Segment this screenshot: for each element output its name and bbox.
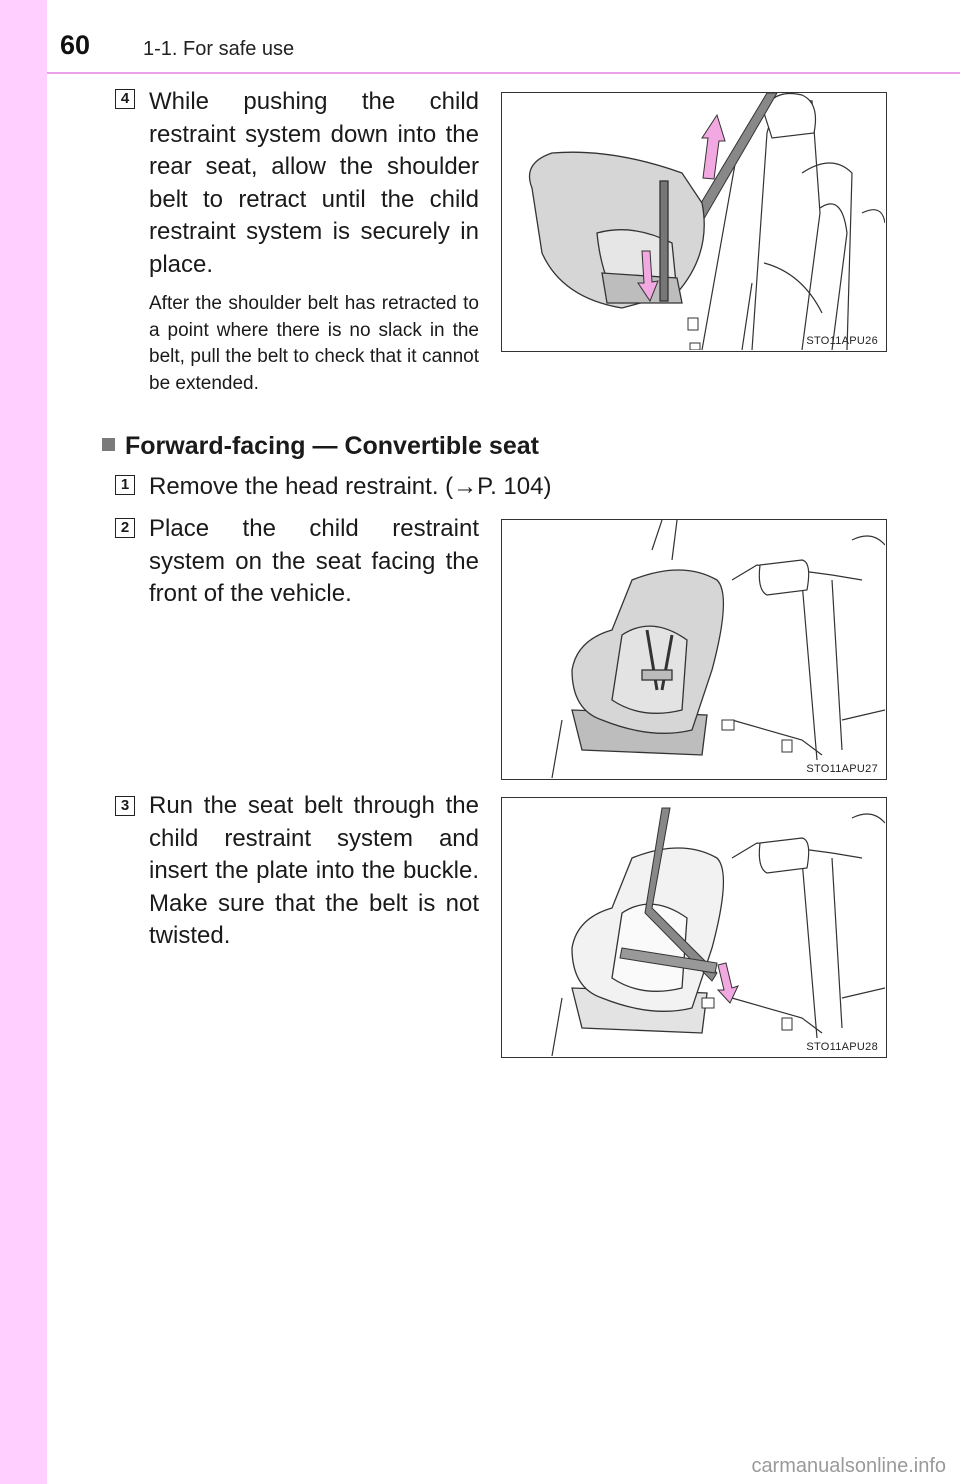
figure-rear-facing-belt-retract bbox=[501, 92, 887, 352]
figure-forward-facing-belt bbox=[501, 797, 887, 1058]
watermark: carmanualsonline.info bbox=[751, 1455, 946, 1477]
illustration-rear-facing-seat bbox=[502, 93, 885, 350]
header-rule bbox=[47, 72, 960, 74]
page-side-tab bbox=[0, 0, 47, 1484]
figure-code: STO11APU26 bbox=[806, 335, 878, 347]
step-2-text: Place the child restraint system on the seat facing the front of the vehicle. bbox=[149, 515, 479, 608]
illustration-forward-facing-belt bbox=[502, 798, 885, 1056]
step-4-note: After the shoulder belt has retracted to a point where there is no slack in the belt, pull the belt to check that it cannot be extended. bbox=[149, 293, 479, 394]
illustration-forward-facing-seat bbox=[502, 520, 885, 778]
page-number: 60 bbox=[60, 30, 91, 60]
step-3-text: Run the seat belt through the child restraint system and insert the plate into the buckle. Make sure that the belt is not twisted. bbox=[149, 792, 479, 950]
step-badge-2: 2 bbox=[115, 518, 135, 538]
step-4-text: While pushing the child restraint system down into the rear seat, allow the shoulder belt to retract until the child restraint system is securely in place. bbox=[149, 88, 479, 278]
figure-code: STO11APU27 bbox=[806, 763, 878, 775]
subheading-text: Forward-facing — Convertible seat bbox=[125, 432, 539, 460]
step-badge-3: 3 bbox=[115, 796, 135, 816]
page-header bbox=[0, 0, 960, 74]
square-bullet-icon bbox=[102, 438, 115, 451]
step-1-text: Remove the head restraint. (→P. 104) bbox=[149, 473, 552, 500]
step-badge-4: 4 bbox=[115, 89, 135, 109]
step-badge-1: 1 bbox=[115, 475, 135, 495]
section-title: 1-1. For safe use bbox=[143, 38, 295, 60]
subheading bbox=[102, 432, 539, 461]
figure-forward-facing-placement bbox=[501, 519, 887, 780]
figure-code: STO11APU28 bbox=[806, 1041, 878, 1053]
